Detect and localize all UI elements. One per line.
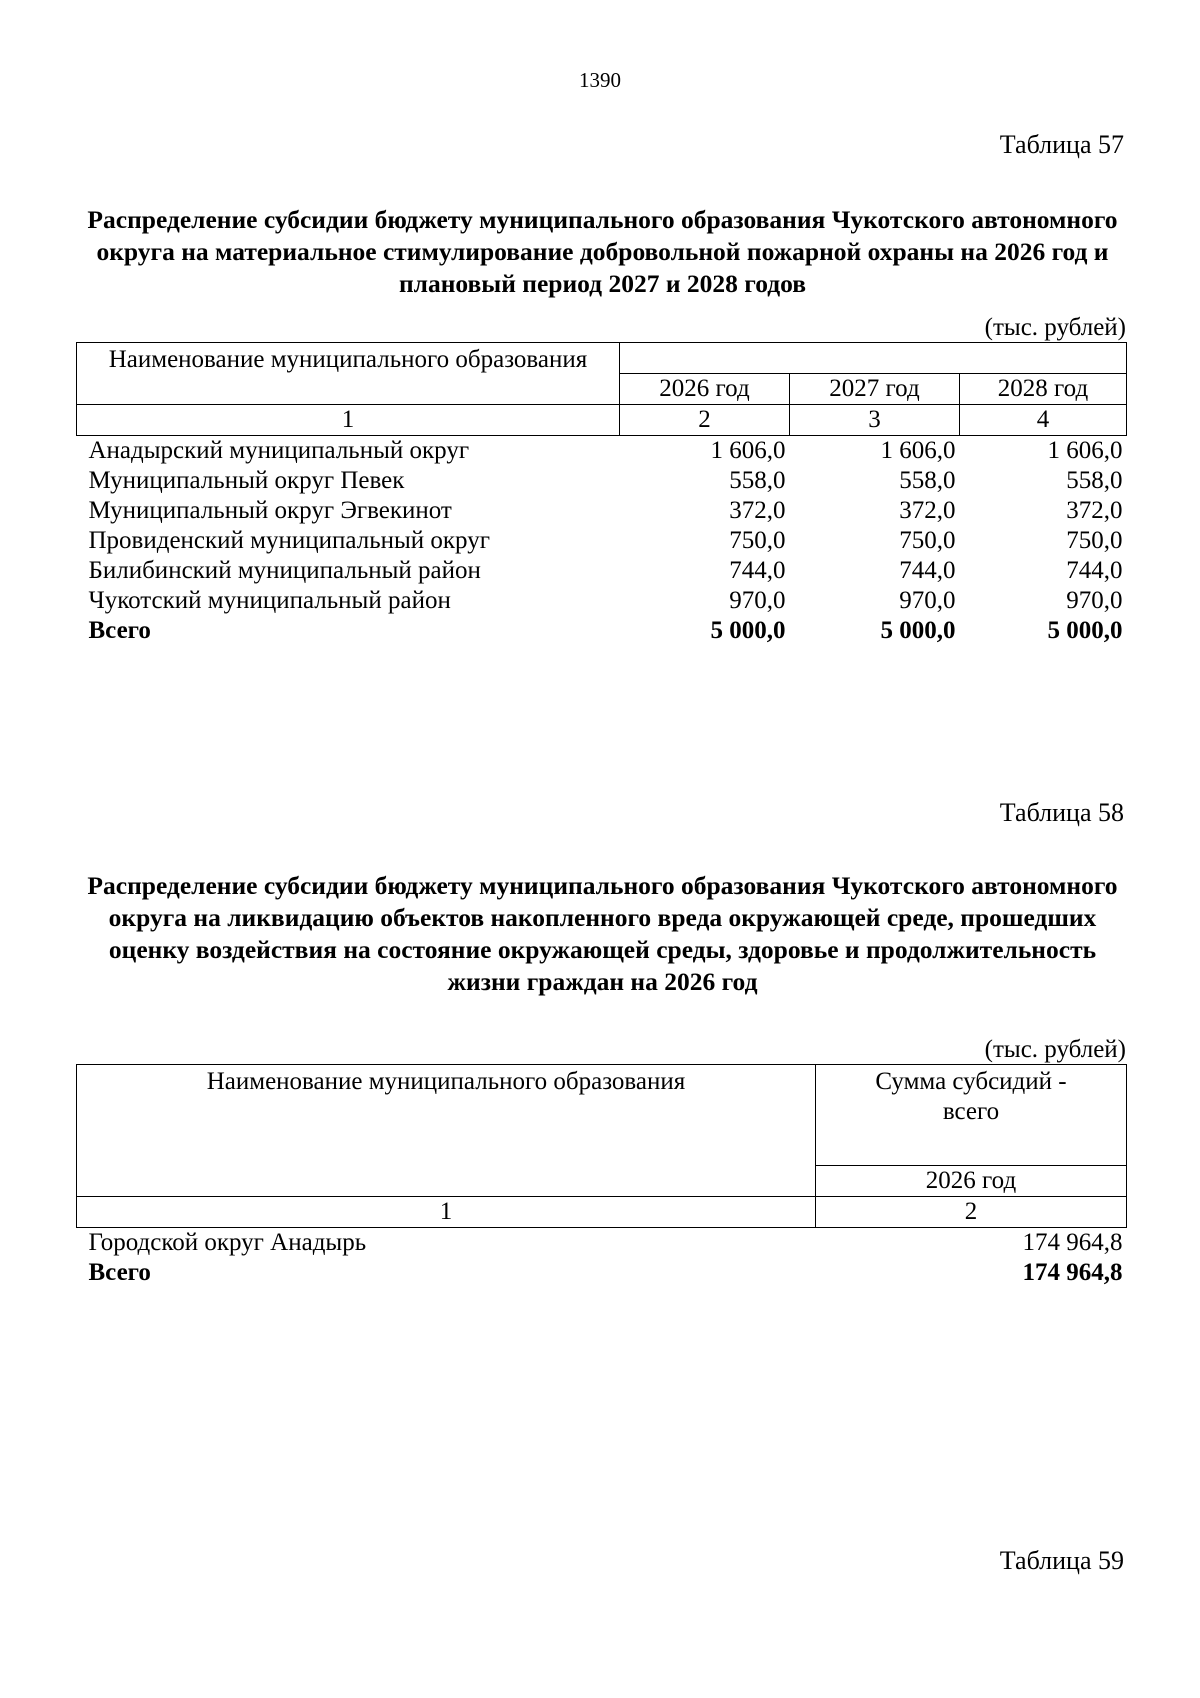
table57-title: Распределение субсидии бюджету муниципального образования Чукотского автономного округа на материальное стимулирование добровольной пожарной охраны на 2026 год и плановый период 2027 и 2028 годов <box>87 205 1118 298</box>
row-value-2028: 744,0 <box>1066 557 1123 584</box>
row-value-2028: 970,0 <box>1066 587 1123 614</box>
row-value-2028: 372,0 <box>1066 497 1123 524</box>
table59-label: Таблица 59 <box>999 1546 1124 1575</box>
row-name: Муниципальный округ Певек <box>88 467 405 494</box>
table57-year-2028: 2028 год <box>960 374 1127 405</box>
table58-label: Таблица 58 <box>999 798 1124 827</box>
row-value-2026: 558,0 <box>729 467 786 494</box>
table57-colnum-3: 3 <box>790 405 960 436</box>
table57-unit: (тыс. рублей) <box>984 314 1126 341</box>
row-value-2026: 372,0 <box>729 497 786 524</box>
row-value-2027: 372,0 <box>899 497 956 524</box>
row-name: Чукотский муниципальный район <box>88 587 451 614</box>
page-number: 1390 <box>579 68 621 92</box>
total-value-2027: 5 000,0 <box>880 617 956 644</box>
table58-year-2026: 2026 год <box>816 1166 1127 1197</box>
table-row <box>77 496 1127 526</box>
table58-title: Распределение субсидии бюджету муниципального образования Чукотского автономного округа на ликвидацию объектов накопленного вреда окружающей среде, прошедших оценку воздействия на состояние окружающей среды, здоровье и продолжительность жизни граждан на 2026 год <box>87 871 1118 996</box>
table57-header-name: Наименование муниципального образования <box>77 343 620 405</box>
table57-colnum-2: 2 <box>620 405 790 436</box>
total-label: Всего <box>88 1259 151 1286</box>
row-value-2028: 558,0 <box>1066 467 1123 494</box>
row-value-2027: 744,0 <box>899 557 956 584</box>
total-label: Всего <box>88 617 151 644</box>
row-value-2026: 750,0 <box>729 527 786 554</box>
row-value-2026: 174 964,8 <box>1022 1229 1123 1256</box>
row-name: Провиденский муниципальный округ <box>88 527 490 554</box>
row-value-2027: 558,0 <box>899 467 956 494</box>
table58-unit: (тыс. рублей) <box>984 1036 1126 1063</box>
total-value-2026: 5 000,0 <box>710 617 786 644</box>
row-value-2027: 1 606,0 <box>880 437 956 464</box>
table57-header-blank <box>620 343 1127 374</box>
row-value-2027: 750,0 <box>899 527 956 554</box>
total-row <box>77 1258 1127 1288</box>
table57-colnum-4: 4 <box>960 405 1127 436</box>
total-value-2028: 5 000,0 <box>1047 617 1123 644</box>
row-name: Анадырский муниципальный округ <box>88 437 470 464</box>
table-row <box>77 1228 1127 1259</box>
table58-header-name: Наименование муниципального образования <box>77 1065 816 1197</box>
table58-header-sum: Сумма субсидий - всего <box>816 1065 1127 1166</box>
row-value-2027: 970,0 <box>899 587 956 614</box>
row-name: Муниципальный округ Эгвекинот <box>88 497 452 524</box>
table58-colnum-1: 1 <box>77 1197 816 1228</box>
table-row <box>77 556 1127 586</box>
total-row <box>77 616 1127 646</box>
total-value-2026: 174 964,8 <box>1022 1259 1123 1286</box>
table-row <box>77 466 1127 496</box>
table57 <box>76 342 1127 646</box>
table-row <box>77 586 1127 616</box>
row-value-2026: 970,0 <box>729 587 786 614</box>
table57-year-2026: 2026 год <box>620 374 790 405</box>
row-value-2026: 1 606,0 <box>710 437 786 464</box>
table57-colnum-1: 1 <box>77 405 620 436</box>
row-value-2026: 744,0 <box>729 557 786 584</box>
row-value-2028: 1 606,0 <box>1047 437 1123 464</box>
table57-label: Таблица 57 <box>999 130 1124 159</box>
table-row <box>77 436 1127 467</box>
table58 <box>76 1064 1127 1288</box>
row-name: Билибинский муниципальный район <box>88 557 481 584</box>
row-value-2028: 750,0 <box>1066 527 1123 554</box>
table58-colnum-2: 2 <box>816 1197 1127 1228</box>
table57-year-2027: 2027 год <box>790 374 960 405</box>
row-name: Городской округ Анадырь <box>88 1229 367 1256</box>
table-row <box>77 526 1127 556</box>
